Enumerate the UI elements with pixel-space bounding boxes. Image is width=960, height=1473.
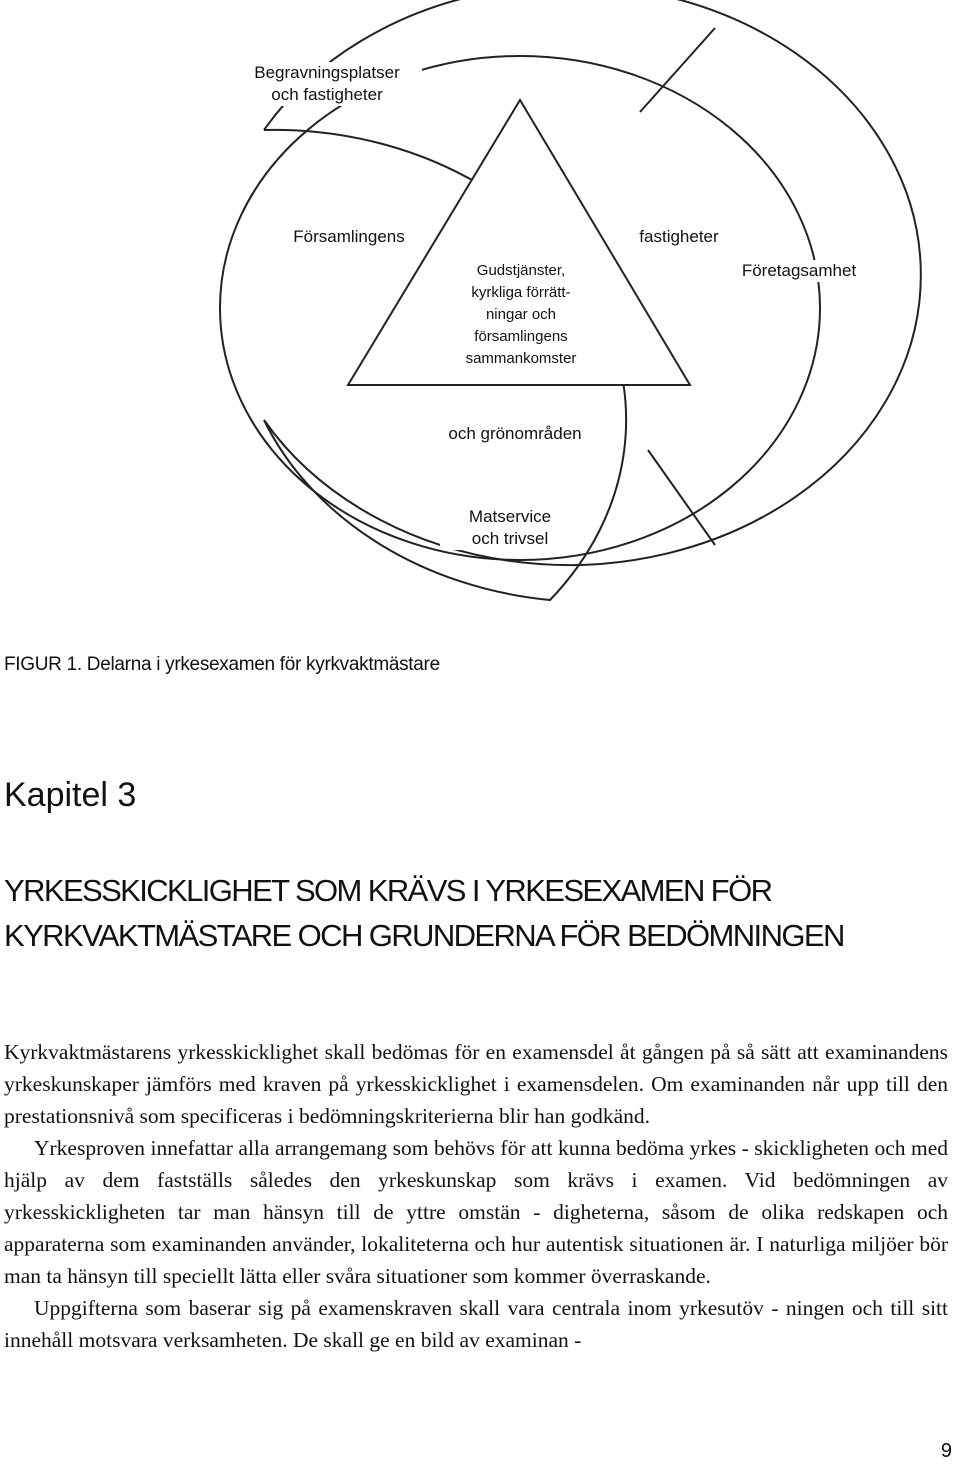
section-heading: YRKESSKICKLIGHET SOM KRÄVS I YRKESEXAMEN FÖR KYRKVAKTMÄSTARE OCH GRUNDERNA FÖR BEDÖMNINGEN: [4, 873, 844, 953]
paragraph: Uppgifterna som baserar sig på examenskraven skall vara centrala inom yrkesutöv - ningen och till sitt innehåll motsvara verksamheten. De skall ge en bild av examinan -: [4, 1296, 948, 1352]
body-text: [4, 1036, 948, 1356]
label-properties: fastigheter: [622, 226, 736, 248]
label-green-areas: och grönområden: [425, 423, 605, 445]
page-number: 9: [940, 1440, 952, 1462]
divider-top-right: [640, 28, 715, 112]
paragraph: Yrkesproven innefattar alla arrangemang som behövs för att kunna bedöma yrkes - skickligheten och med hjälp av dem fastställs således den yrkeskunskap som krävs i examen. Vid bedömningen av yrkesskickligheten tar man hänsyn till de yttre omstän - digheterna, såsom de olika redskapen och apparaterna som examinanden använder, lokaliteterna och hur autentisk situationen är. I naturliga miljöer bör man ta hänsyn till speciellt lätta eller svåra situationer som kommer överraskande.: [4, 1136, 948, 1288]
label-parish: Församlingens: [276, 226, 422, 248]
figure-caption: FIGUR 1. Delarna i yrkesexamen för kyrkvaktmästare: [4, 654, 440, 675]
chapter-title: Kapitel 3: [4, 776, 137, 814]
label-food-service: Matservice och trivsel: [440, 506, 580, 550]
label-services: Gudstjänster, kyrkliga förrätt- ningar och församlingens sammankomster: [465, 262, 577, 367]
label-burial-grounds: Begravningsplatser och fastigheter: [232, 62, 422, 106]
diagram: [0, 0, 960, 610]
label-entrepreneurship: Företagsamhet: [724, 260, 874, 282]
paragraph: Kyrkvaktmästarens yrkesskicklighet skall bedömas för en examensdel åt gången på så sätt att examinandens yrkeskunskaper jämförs med kraven på yrkesskicklighet i examensdelen. Om examinanden når upp till den prestationsnivå som specificeras i bedömningskriterierna blir han godkänd.: [4, 1040, 948, 1128]
